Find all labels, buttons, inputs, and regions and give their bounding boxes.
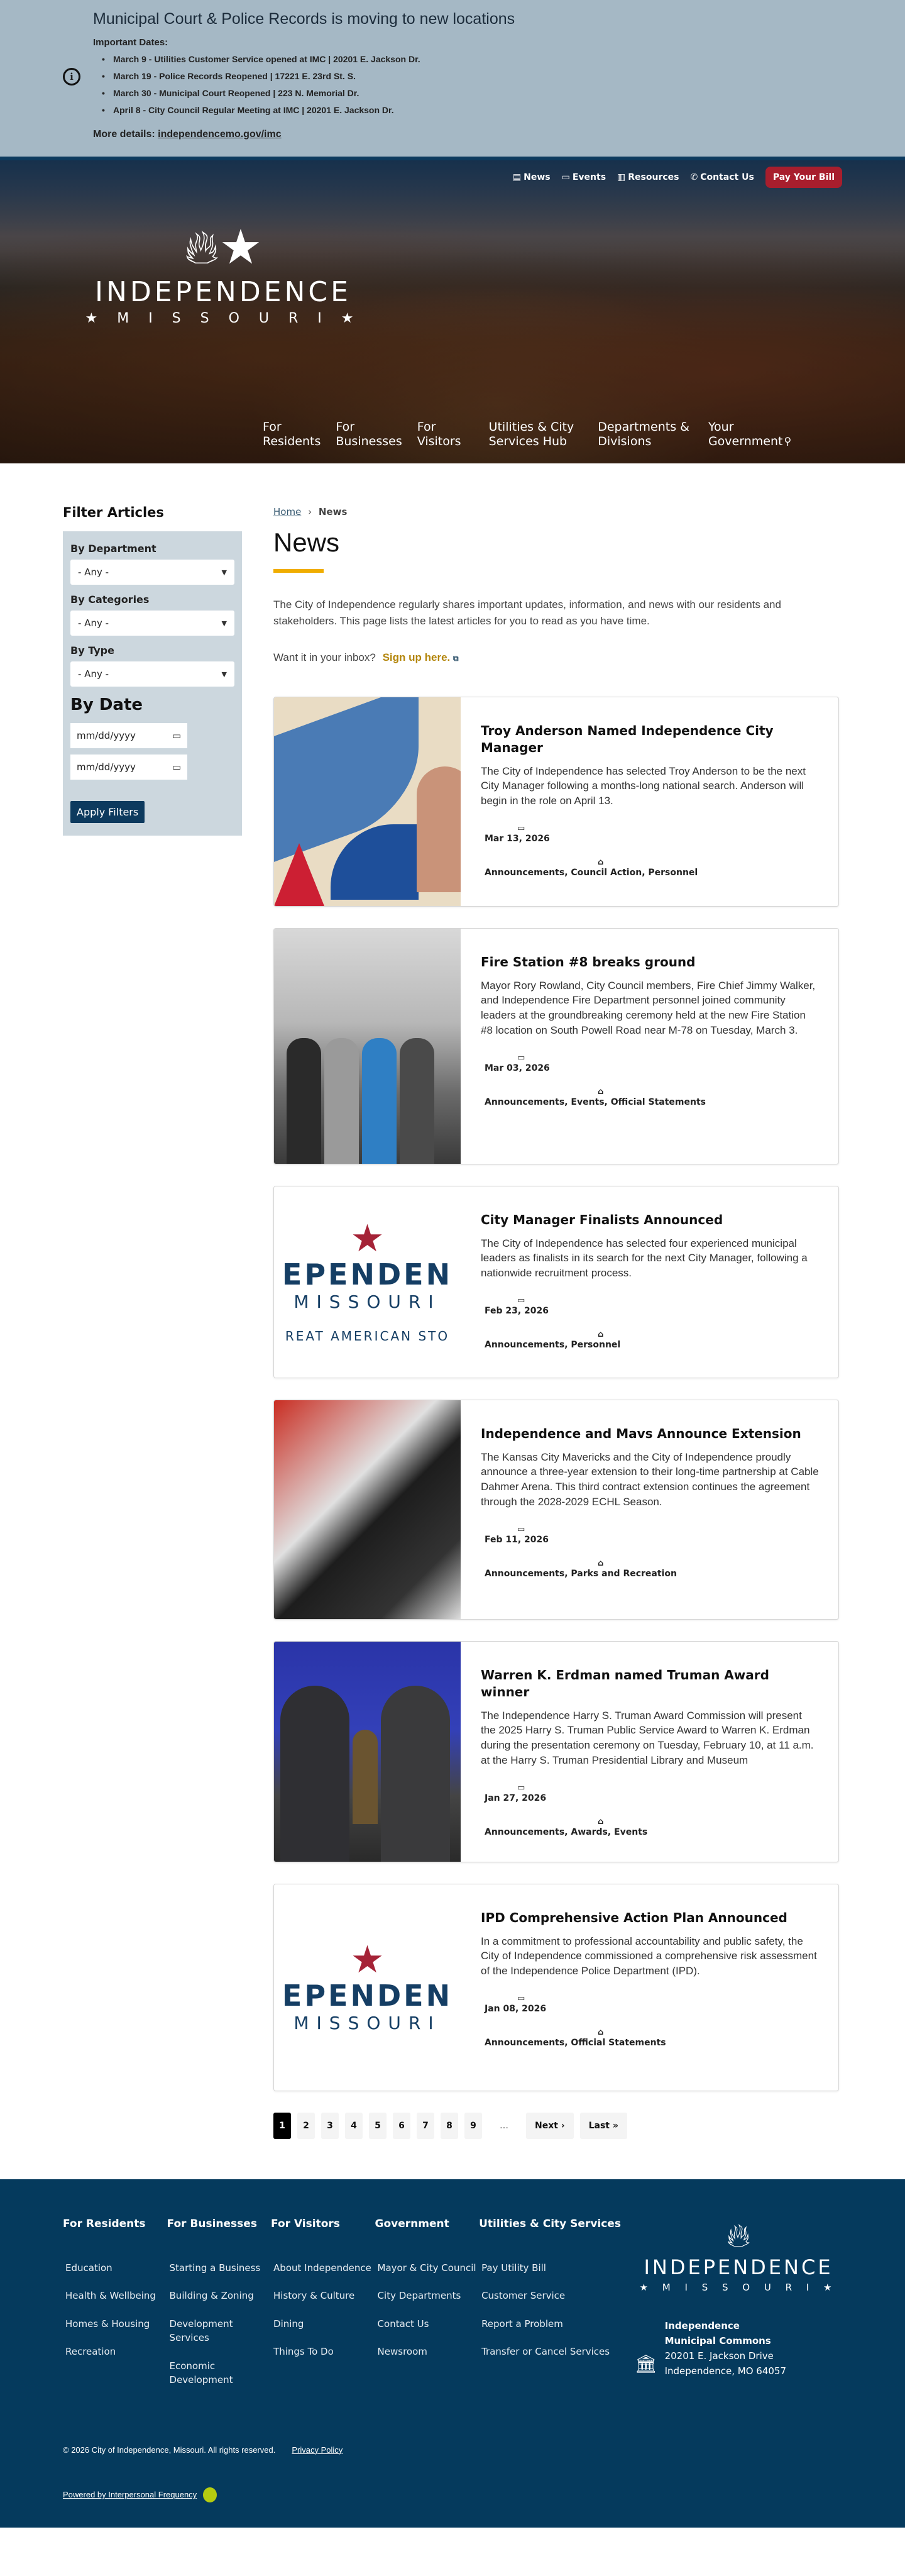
phone-icon: ✆ [690, 172, 698, 182]
page-1[interactable]: 1 [273, 2113, 291, 2139]
date-from-input[interactable]: mm/dd/yyyy ▭ [70, 723, 187, 748]
article-thumbnail[interactable] [274, 697, 461, 906]
nav-your-government[interactable]: Your Government [708, 419, 783, 449]
page-content [0, 463, 905, 2179]
calendar-icon: ▭ [561, 172, 570, 182]
article-card[interactable] [273, 1186, 839, 1378]
nav-for-businesses[interactable]: For Businesses [336, 419, 402, 449]
breadcrumb [273, 506, 839, 517]
article-tags: ⌂ Announcements, Parks and Recreation [485, 1558, 677, 1579]
department-select[interactable]: - Any - ▼ [70, 560, 234, 585]
footer-link[interactable]: Education [65, 2262, 112, 2274]
page-9[interactable]: 9 [464, 2113, 482, 2139]
more-details-label: More details: [93, 129, 155, 140]
calendar-icon: ▭ [517, 1783, 525, 1793]
article-tags: ⌂ Announcements, Events, Official Statements [485, 1086, 706, 1107]
article-date: ▭ Jan 08, 2026 [485, 1994, 547, 2015]
article-tags: ⌂ Announcements, Council Action, Personnel [485, 858, 698, 878]
calendar-icon: ▭ [517, 1053, 525, 1063]
tag-icon: ⌂ [598, 2028, 604, 2038]
pagination-ellipsis: … [500, 2120, 508, 2131]
tag-icon: ⌂ [598, 1558, 604, 1568]
page-3[interactable]: 3 [321, 2113, 339, 2139]
page-5[interactable]: 5 [369, 2113, 387, 2139]
type-label: By Type [70, 644, 114, 656]
categories-label: By Categories [70, 594, 150, 605]
footer-link[interactable]: Customer Service [481, 2290, 566, 2302]
article-title[interactable]: City Manager Finalists Announced [481, 1212, 723, 1227]
breadcrumb-current: News [318, 506, 348, 517]
article-thumbnail[interactable]: ★ EPENDEN MISSOURI [274, 1884, 461, 2091]
footer-brand [635, 2217, 842, 2401]
utility-resources-link[interactable]: ▥ Resources [617, 172, 679, 182]
search-icon[interactable]: ⚲ [784, 435, 792, 447]
alert-title: Municipal Court & Police Records is moving to new locations [93, 10, 515, 28]
article-summary: Mayor Rory Rowland, City Council members, Fire Chief Jimmy Walker, and Independence Fire Department personnel joined community leaders at the groundbreaking ceremony held at the new Fire Station #8 location on South Powell Road near M-78 on Tuesday, March 3. [481, 979, 816, 1037]
alert-banner [0, 0, 905, 157]
filter-panel [63, 531, 242, 836]
article-card[interactable] [273, 697, 839, 907]
calendar-icon: ▭ [517, 824, 525, 834]
flame-star-icon: 🔥︎ [726, 2216, 751, 2255]
article-date: ▭ Mar 13, 2026 [485, 824, 550, 844]
map-icon: ▥ [617, 172, 626, 182]
footer-link[interactable]: Contact Us [377, 2318, 429, 2330]
article-summary: In a commitment to professional accountability and public safety, the City of Independence commissioned a comprehensive risk assessment of the Independence Police Department (IPD). [481, 1935, 817, 1977]
more-details [93, 129, 905, 140]
site-header [0, 157, 905, 463]
newspaper-icon: ▤ [512, 172, 522, 182]
footer-link[interactable]: Report a Problem [481, 2318, 563, 2330]
pay-bill-button[interactable]: Pay Your Bill [765, 167, 842, 188]
flame-star-icon: ★ [350, 1217, 385, 1261]
logo-state: ★ M I S S O U R I ★ [85, 311, 361, 326]
date-item: • March 19 - Police Records Reopened | 17221 E. 23rd St. S. [102, 71, 905, 81]
article-thumbnail[interactable] [274, 1400, 461, 1619]
filter-title: Filter Articles [63, 505, 164, 520]
article-card[interactable] [273, 1641, 839, 1862]
powered-by-link[interactable]: Powered by Interpersonal Frequency [63, 2490, 197, 2500]
calendar-icon: ▭ [517, 1994, 525, 2004]
apply-filters-button[interactable]: Apply Filters [70, 801, 145, 823]
footer-logo[interactable]: 🔥︎ INDEPENDENCE ★ M I S S O U R I ★ [635, 2217, 842, 2293]
footer-link[interactable]: Economic Development [169, 2360, 233, 2386]
article-title[interactable]: Warren K. Erdman named Truman Award winner [481, 1667, 769, 1700]
external-link-icon: ⧉ [453, 653, 459, 663]
article-title[interactable]: Independence and Mavs Announce Extension [481, 1425, 801, 1441]
article-tags: ⌂ Announcements, Awards, Events [485, 1816, 648, 1837]
flame-star-icon: 🔥︎★ [184, 219, 262, 275]
footer-link[interactable]: Mayor & City Council [377, 2262, 476, 2274]
breadcrumb-home[interactable]: Home [273, 506, 302, 517]
article-thumbnail[interactable]: ★ EPENDEN MISSOURI REAT AMERICAN STO [274, 1186, 461, 1378]
page-6[interactable]: 6 [393, 2113, 410, 2139]
building-icon: 🏛︎ [635, 2353, 657, 2374]
page-7[interactable]: 7 [417, 2113, 434, 2139]
footer-col-government: Government Mayor & City Council City Departments Contact Us Newsroom [375, 2217, 480, 2401]
date-item: • March 30 - Municipal Court Reopened | 223 N. Memorial Dr. [102, 88, 905, 98]
date-item: • April 8 - City Council Regular Meeting at IMC | 20201 E. Jackson Dr. [102, 105, 905, 115]
footer-col-businesses: For Businesses Starting a Business Building & Zoning Development Services Economic Development [167, 2217, 272, 2401]
page-8[interactable]: 8 [441, 2113, 458, 2139]
tag-icon: ⌂ [598, 1816, 604, 1827]
footer-link[interactable]: City Departments [377, 2290, 461, 2302]
footer-link[interactable]: Recreation [65, 2346, 116, 2358]
page-intro: The City of Independence regularly shares important updates, information, and news with our residents and stakeholders. This page lists the latest articles for you to read as you have time. [273, 599, 781, 627]
article-tags: ⌂ Announcements, Personnel [485, 1330, 621, 1351]
powered-by [63, 2487, 842, 2502]
flame-star-icon: ★ [350, 1938, 385, 1982]
info-icon: i [63, 68, 80, 86]
article-title[interactable]: Troy Anderson Named Independence City Manager [481, 722, 774, 755]
signup-link[interactable]: Sign up here. ⧉ [382, 651, 459, 663]
footer-link[interactable]: Newsroom [377, 2346, 427, 2358]
calendar-icon[interactable]: ▭ [172, 730, 181, 741]
article-title[interactable]: Fire Station #8 breaks ground [481, 954, 696, 970]
nav-for-residents[interactable]: For Residents [263, 419, 321, 449]
tag-icon: ⌂ [598, 858, 604, 868]
important-dates-list [102, 54, 905, 115]
categories-select[interactable]: - Any - ▼ [70, 611, 234, 636]
footer-col-utilities: Utilities & City Services Pay Utility Bill Customer Service Report a Problem Transfer or Cancel Services [479, 2217, 622, 2401]
footer-link[interactable]: About Independence [273, 2262, 371, 2274]
article-date: ▭ Feb 11, 2026 [485, 1524, 549, 1545]
article-summary: The City of Independence has selected four experienced municipal leaders as finalists in its search for the next City Manager, following a nationwide recruitment process. [481, 1237, 808, 1280]
filter-sidebar [63, 495, 242, 2179]
utility-contact-link[interactable]: ✆ Contact Us [690, 172, 754, 182]
article-date: ▭ Feb 23, 2026 [485, 1296, 549, 1317]
news-main [273, 495, 839, 2179]
footer-link[interactable]: Building & Zoning [169, 2290, 254, 2302]
chevron-down-icon: ▼ [221, 670, 227, 678]
title-accent-bar [273, 569, 324, 573]
article-summary: The Independence Harry S. Truman Award Commission will present the 2025 Harry S. Truman Public Service Award to Warren K. Erdman during the presentation ceremony on Tuesday, February 10, at 11 a.m. at the Harry S. Truman Presidential Library and Museum [481, 1709, 814, 1767]
page-2[interactable]: 2 [297, 2113, 315, 2139]
last-page-button[interactable]: Last » [580, 2113, 627, 2139]
article-thumbnail[interactable] [274, 929, 461, 1164]
calendar-icon: ▭ [517, 1524, 525, 1534]
utility-news-link[interactable]: ▤ News [512, 172, 551, 182]
article-card[interactable] [273, 1884, 839, 2091]
article-date: ▭ Jan 27, 2026 [485, 1783, 547, 1803]
date-label: By Date [70, 695, 143, 714]
date-to-input[interactable]: mm/dd/yyyy ▭ [70, 755, 187, 780]
pagination [273, 2113, 839, 2139]
footer-link[interactable]: Starting a Business [169, 2262, 261, 2274]
copyright: © 2026 City of Independence, Missouri. All rights reserved. [63, 2445, 276, 2455]
footer-col-visitors: For Visitors About Independence History & Culture Dining Things To Do [271, 2217, 375, 2401]
interpersonal-frequency-logo-icon [203, 2487, 217, 2502]
nav-utilities-hub[interactable]: Utilities & City Services Hub [488, 419, 574, 449]
tag-icon: ⌂ [598, 1330, 604, 1340]
article-card[interactable] [273, 928, 839, 1164]
footer-link[interactable]: Transfer or Cancel Services [481, 2346, 610, 2358]
article-title[interactable]: IPD Comprehensive Action Plan Announced [481, 1910, 787, 1925]
article-summary: The Kansas City Mavericks and the City of Independence proudly announce a three-year extension to their long-time partnership at Cable Dahmer Arena. This third contract extension continues the agreement through the 2028-2029 ECHL Season. [481, 1451, 819, 1508]
tag-icon: ⌂ [598, 1086, 604, 1097]
utility-events-link[interactable]: ▭ Events [561, 172, 606, 182]
calendar-icon[interactable]: ▭ [172, 761, 181, 773]
calendar-icon: ▭ [517, 1296, 525, 1306]
footer-link[interactable]: Things To Do [273, 2346, 334, 2358]
footer-legal [63, 2445, 842, 2455]
footer-link[interactable]: Development Services [169, 2318, 233, 2344]
site-footer [0, 2179, 905, 2528]
footer-col-residents: For Residents Education Health & Wellbeing Homes & Housing Recreation [63, 2217, 167, 2401]
department-label: By Department [70, 543, 156, 555]
nav-departments[interactable]: Departments & Divisions [598, 419, 689, 449]
footer-link[interactable]: Health & Wellbeing [65, 2290, 156, 2302]
article-card[interactable] [273, 1400, 839, 1620]
page-title: News [273, 528, 340, 557]
site-logo[interactable] [75, 219, 371, 326]
important-dates-label: Important Dates: [93, 37, 168, 48]
privacy-policy-link[interactable]: Privacy Policy [292, 2445, 343, 2455]
article-thumbnail[interactable] [274, 1642, 461, 1862]
type-select[interactable]: - Any - ▼ [70, 661, 234, 687]
footer-link[interactable]: Pay Utility Bill [481, 2262, 546, 2274]
article-tags: ⌂ Announcements, Official Statements [485, 2028, 666, 2048]
main-nav [263, 420, 791, 450]
logo-wordmark: INDEPENDENCE [95, 276, 351, 308]
article-summary: The City of Independence has selected Troy Anderson to be the next City Manager following a months-long national search. Anderson will begin in the role on April 13. [481, 765, 806, 807]
chevron-down-icon: ▼ [221, 568, 227, 577]
utility-nav [513, 167, 842, 188]
article-date: ▭ Mar 03, 2026 [485, 1053, 550, 1073]
more-details-link[interactable]: independencemo.gov/imc [158, 129, 282, 140]
footer-address: 🏛︎ Independence Municipal Commons 20201 E. Jackson Drive Independence, MO 64057 [635, 2318, 842, 2379]
footer-link[interactable]: Dining [273, 2318, 304, 2330]
page-4[interactable]: 4 [345, 2113, 363, 2139]
next-page-button[interactable]: Next › [526, 2113, 574, 2139]
footer-link[interactable]: Homes & Housing [65, 2318, 150, 2330]
signup-prompt: Want it in your inbox? Sign up here. ⧉ [273, 651, 459, 663]
chevron-down-icon: ▼ [221, 619, 227, 627]
footer-link[interactable]: History & Culture [273, 2290, 355, 2302]
date-item: • March 9 - Utilities Customer Service opened at IMC | 20201 E. Jackson Dr. [102, 54, 905, 64]
chevron-right-icon: › [308, 506, 312, 517]
nav-for-visitors[interactable]: For Visitors [417, 419, 461, 449]
